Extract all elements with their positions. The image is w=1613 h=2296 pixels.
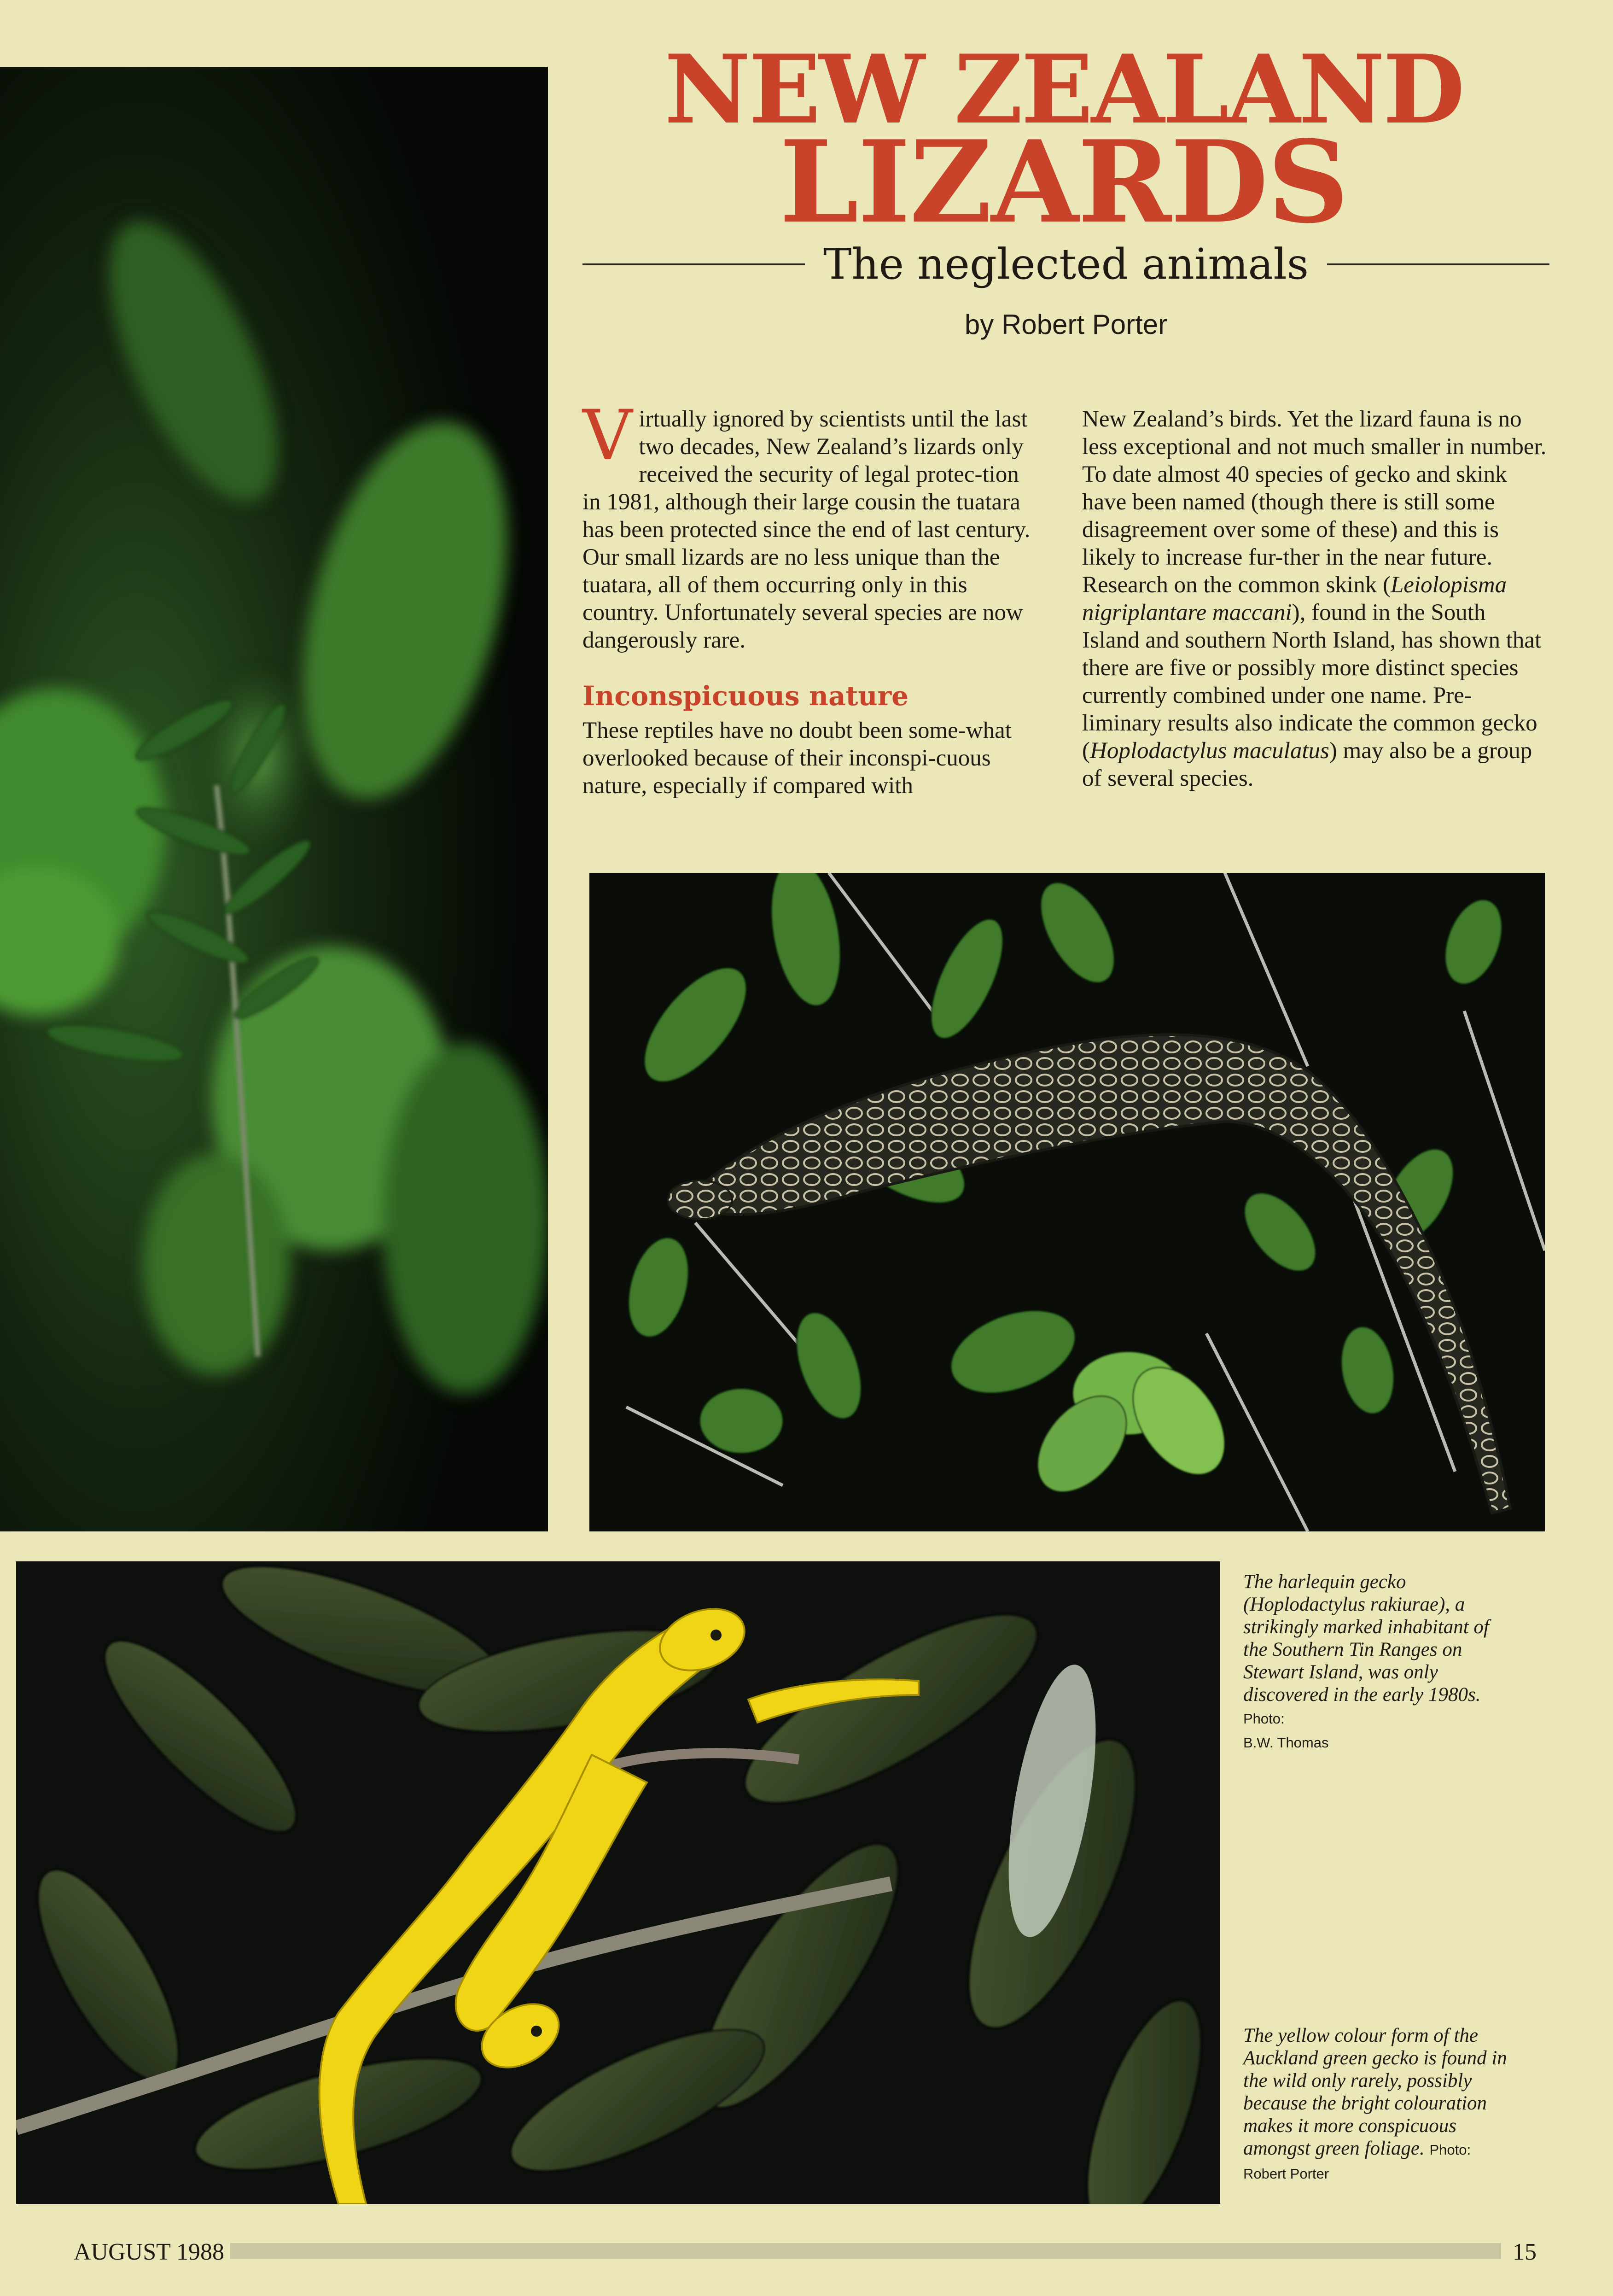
subtitle: The neglected animals [823, 240, 1309, 289]
page-number: 15 [1513, 2239, 1537, 2265]
footer-bar [230, 2243, 1501, 2259]
subtitle-rule-right [1327, 263, 1549, 265]
article-column-1 [582, 396, 1043, 800]
yellow-gecko-photo [16, 1561, 1220, 2204]
caption-harlequin-gecko [1243, 1571, 1510, 1754]
photo-credit-name: B.W. Thomas [1243, 1735, 1329, 1751]
photo-credit-label: Photo: [1429, 2142, 1471, 2158]
title-line1: NEW ZEALAND [664, 35, 1463, 145]
species-name-gecko: Hoplodactylus maculatus [1089, 738, 1329, 764]
subtitle-rule-left [582, 263, 805, 265]
issue-date: AUGUST 1988 [74, 2239, 224, 2265]
photo-credit-name: Robert Porter [1243, 2166, 1329, 2182]
subheading: Inconspicuous nature [582, 680, 909, 712]
paragraph-4-part-2: ), found in the South Island and southern North Island, has shown that there are five or possibly more distinct species currently combined under one name. Pre-liminary results also indicate the common gecko ( [1082, 600, 1542, 764]
article-column-2 [1082, 405, 1547, 792]
subtitle-row [582, 240, 1549, 289]
photo-credit-label: Photo: [1243, 1711, 1285, 1727]
caption-harlequin-text: The harlequin gecko (Hoplodactylus rakiurae), a strikingly marked inhabitant of the Southern Tin Ranges on Stewart Island, was only discovered in the early 1980s. [1243, 1571, 1489, 1706]
paragraph-1 [582, 396, 1043, 543]
paragraph-3: These reptiles have no doubt been some-what overlooked because of their inconspi-cuous nature, especially if compared with [582, 718, 1012, 799]
paragraph-4 [1082, 405, 1547, 792]
species-name-skink: Leiolopisma nigriplantare maccani [1082, 572, 1507, 625]
foliage-photo [0, 67, 548, 1531]
paragraph-4-part-3: ) may also be a group of several species. [1082, 738, 1532, 791]
drop-cap: V [582, 396, 633, 476]
paragraph-4-part-1: New Zealand’s birds. Yet the lizard fauna is no less exceptional and not much smaller in number. To date almost 40 species of gecko and skink have been named (though there is still some disagreement over some of these) and this is likely to increase fur-ther in the near future. Research on the common skink ( [1082, 406, 1547, 598]
caption-yellow-text: The yellow colour form of the Auckland green gecko is found in the wild only rarely, possibly because the bright colouration makes it more conspicuous amongst green foliage. [1243, 2025, 1507, 2159]
byline: by Robert Porter [964, 309, 1168, 340]
harlequin-gecko-photo [589, 873, 1545, 1531]
caption-yellow-gecko [1243, 2024, 1515, 2185]
title-line2: LIZARDS [779, 116, 1348, 248]
paragraph-2: Our small lizards are no less unique than the tuatara, all of them occurring only in this country. Unfortunately several species are now dangerously rare. [582, 544, 1023, 653]
paragraph-1-text: irtually ignored by scientists until the last two decades, New Zealand’s lizards only received the security of legal protec-tion in 1981, although their large cousin the tuatara has been protected since the end of last century. [582, 406, 1031, 543]
